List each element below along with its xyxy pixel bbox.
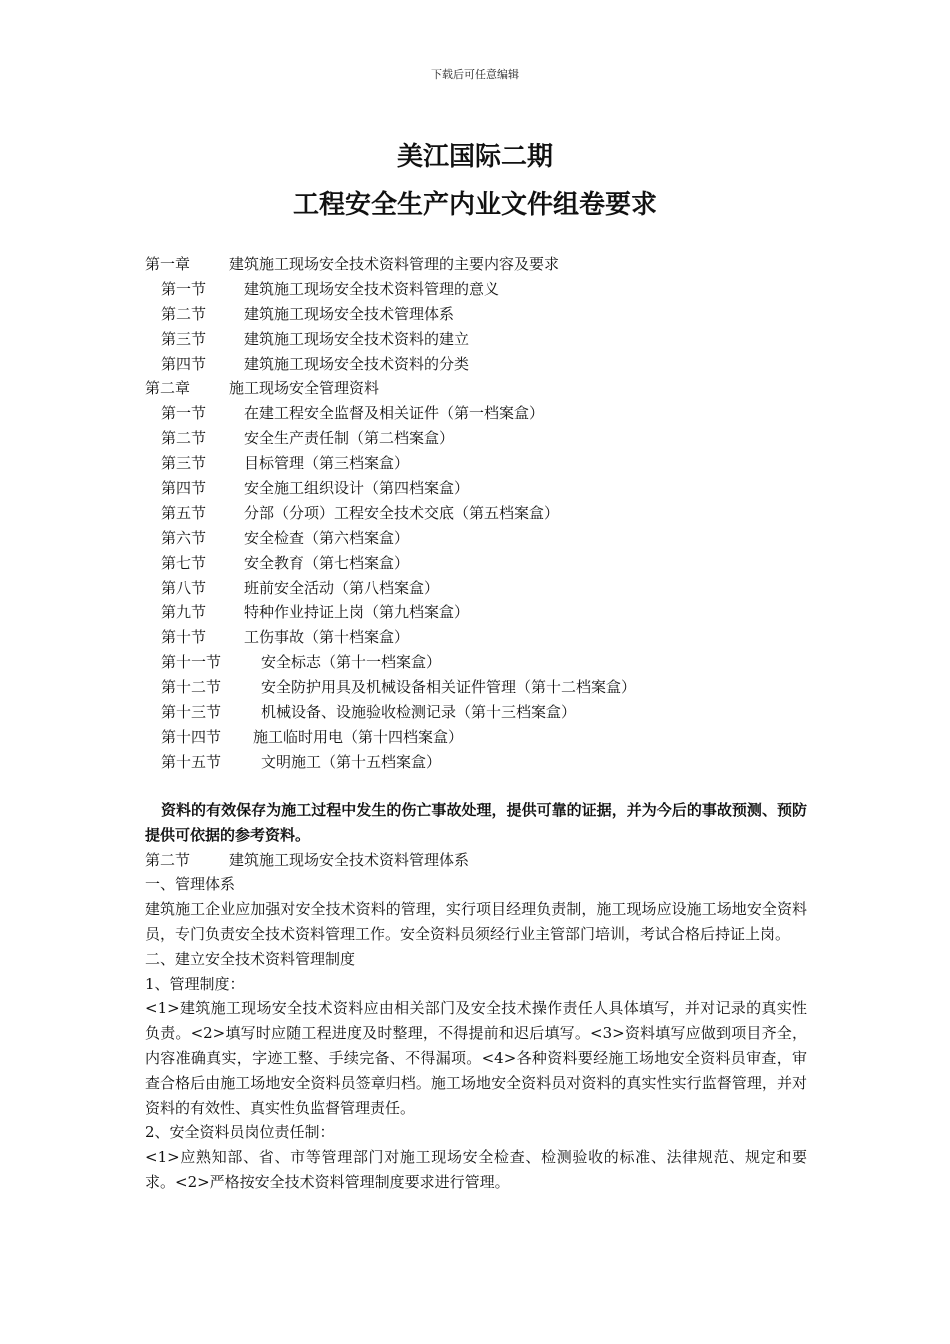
paragraph-rules-2: <1>应熟知部、省、市等管理部门对施工现场安全检查、检测验收的标准、法律规范、规定和要求。<2>严格按安全技术资料管理制度要求进行管理。 xyxy=(145,1148,807,1191)
paragraph-management-system: 建筑施工企业应加强对安全技术资料的管理，实行项目经理负责制，施工现场应设施工场地安全资料员，专门负责安全技术资料管理工作。安全资料员须经行业主管部门培训，考试合格后持证上岗。 xyxy=(145,900,807,943)
toc-section-text: 班前安全活动（第八档案盒） xyxy=(244,578,440,597)
toc-section xyxy=(145,650,825,675)
toc-section-text: 建筑施工现场安全技术资料的分类 xyxy=(244,354,470,373)
toc-section-num: 第一节 xyxy=(161,279,207,298)
toc-section-num: 第二节 xyxy=(161,304,207,323)
toc-section-text: 工伤事故（第十档案盒） xyxy=(244,628,410,647)
document-title-line1: 美江国际二期 xyxy=(396,142,553,172)
toc-section-text: 目标管理（第三档案盒） xyxy=(244,454,410,473)
toc-section-text: 特种作业持证上岗（第九档案盒） xyxy=(244,603,470,622)
toc-section-num: 第三节 xyxy=(161,329,207,348)
toc-section-num: 第五节 xyxy=(161,503,207,522)
emphasis-paragraph: 资料的有效保存为施工过程中发生的伤亡事故处理，提供可靠的证据，并为今后的事故预测、预防提供可依据的参考资料。 xyxy=(145,801,807,844)
toc-section-text: 安全标志（第十一档案盒） xyxy=(261,653,442,672)
toc-chapter-num: 第一章 xyxy=(145,255,191,273)
toc-section xyxy=(145,501,825,526)
toc-section-text: 建筑施工现场安全技术管理体系 xyxy=(244,304,455,323)
toc-section xyxy=(145,401,825,426)
toc-chapter-2 xyxy=(145,376,825,401)
toc-section-num: 第一节 xyxy=(161,404,207,423)
toc-chapter-1 xyxy=(145,252,825,277)
toc-section xyxy=(145,352,825,377)
toc-section xyxy=(145,725,825,750)
toc-section xyxy=(145,750,825,775)
toc-section-num: 第十五节 xyxy=(161,752,222,771)
document-body xyxy=(145,798,807,1195)
subheading-management-rules: 二、建立安全技术资料管理制度 xyxy=(145,949,356,968)
toc-section-text: 建筑施工现场安全技术资料管理的意义 xyxy=(244,279,500,298)
subheading-rules-2: 2、安全资料员岗位责任制： xyxy=(145,1123,335,1142)
toc-section-num: 第十一节 xyxy=(161,653,222,672)
toc-section xyxy=(145,700,825,725)
toc-section-num: 第十二节 xyxy=(161,678,222,697)
toc-section-num: 第七节 xyxy=(161,553,207,572)
toc-section xyxy=(145,551,825,576)
toc-section-text: 安全防护用具及机械设备相关证件管理（第十二档案盒） xyxy=(261,678,637,697)
toc-section xyxy=(145,327,825,352)
header-note: 下载后可任意编辑 xyxy=(431,68,519,81)
toc-section-num: 第二节 xyxy=(161,429,207,448)
toc-section-num: 第十三节 xyxy=(161,703,222,722)
toc-section xyxy=(145,476,825,501)
toc-chapter-num: 第二章 xyxy=(145,379,191,398)
toc-section-text: 安全检查（第六档案盒） xyxy=(244,528,410,547)
toc-section-num: 第四节 xyxy=(161,354,207,373)
toc-section xyxy=(145,277,825,302)
section-heading-num: 第二节 xyxy=(145,850,191,869)
table-of-contents xyxy=(145,252,825,775)
toc-chapter-text: 建筑施工现场安全技术资料管理的主要内容及要求 xyxy=(229,255,560,273)
toc-section xyxy=(145,625,825,650)
toc-section-text: 安全生产责任制（第二档案盒） xyxy=(244,429,455,448)
toc-section xyxy=(145,451,825,476)
toc-chapter-text: 施工现场安全管理资料 xyxy=(229,379,380,398)
toc-section xyxy=(145,302,825,327)
toc-section-num: 第九节 xyxy=(161,603,207,622)
toc-section-num: 第十节 xyxy=(161,628,207,647)
subheading-management-system: 一、管理体系 xyxy=(145,875,236,894)
toc-section-text: 建筑施工现场安全技术资料的建立 xyxy=(244,329,470,348)
paragraph-rules-1: <1>建筑施工现场安全技术资料应由相关部门及安全技术操作责任人具体填写，并对记录的真实性负责。<2>填写时应随工程进度及时整理，不得提前和迟后填写。<3>资料填写应做到项目齐全，内容准确真实，字迹工整、手续完备、不得漏项。<4>各种资料要经施工场地安全资料员审查，审查合格后由施工场地安全资料员签章归档。施工场地安全资料员对资料的真实性实行监督管理，并对资料的有效性、真实性负监督管理责任。 xyxy=(145,999,807,1117)
toc-section-text: 机械设备、设施验收检测记录（第十三档案盒） xyxy=(261,703,577,722)
toc-section-num: 第六节 xyxy=(161,528,207,547)
toc-section-num: 第八节 xyxy=(161,578,207,597)
toc-section xyxy=(145,675,825,700)
toc-section xyxy=(145,526,825,551)
section-heading-text: 建筑施工现场安全技术资料管理体系 xyxy=(229,850,470,869)
toc-section xyxy=(145,600,825,625)
toc-section xyxy=(145,576,825,601)
toc-section-text: 安全教育（第七档案盒） xyxy=(244,553,410,572)
document-title-line2: 工程安全生产内业文件组卷要求 xyxy=(292,190,657,220)
subheading-rules-1: 1、管理制度： xyxy=(145,974,245,993)
toc-section-num: 第四节 xyxy=(161,479,207,498)
toc-section-text: 施工临时用电（第十四档案盒） xyxy=(253,727,464,746)
toc-section-num: 第三节 xyxy=(161,454,207,473)
toc-section-text: 文明施工（第十五档案盒） xyxy=(261,752,442,771)
toc-section xyxy=(145,426,825,451)
section-heading xyxy=(145,848,807,873)
toc-section-text: 在建工程安全监督及相关证件（第一档案盒） xyxy=(244,404,545,423)
toc-section-num: 第十四节 xyxy=(161,727,222,746)
toc-section-text: 分部（分项）工程安全技术交底（第五档案盒） xyxy=(244,503,560,522)
toc-section-text: 安全施工组织设计（第四档案盒） xyxy=(244,479,470,498)
